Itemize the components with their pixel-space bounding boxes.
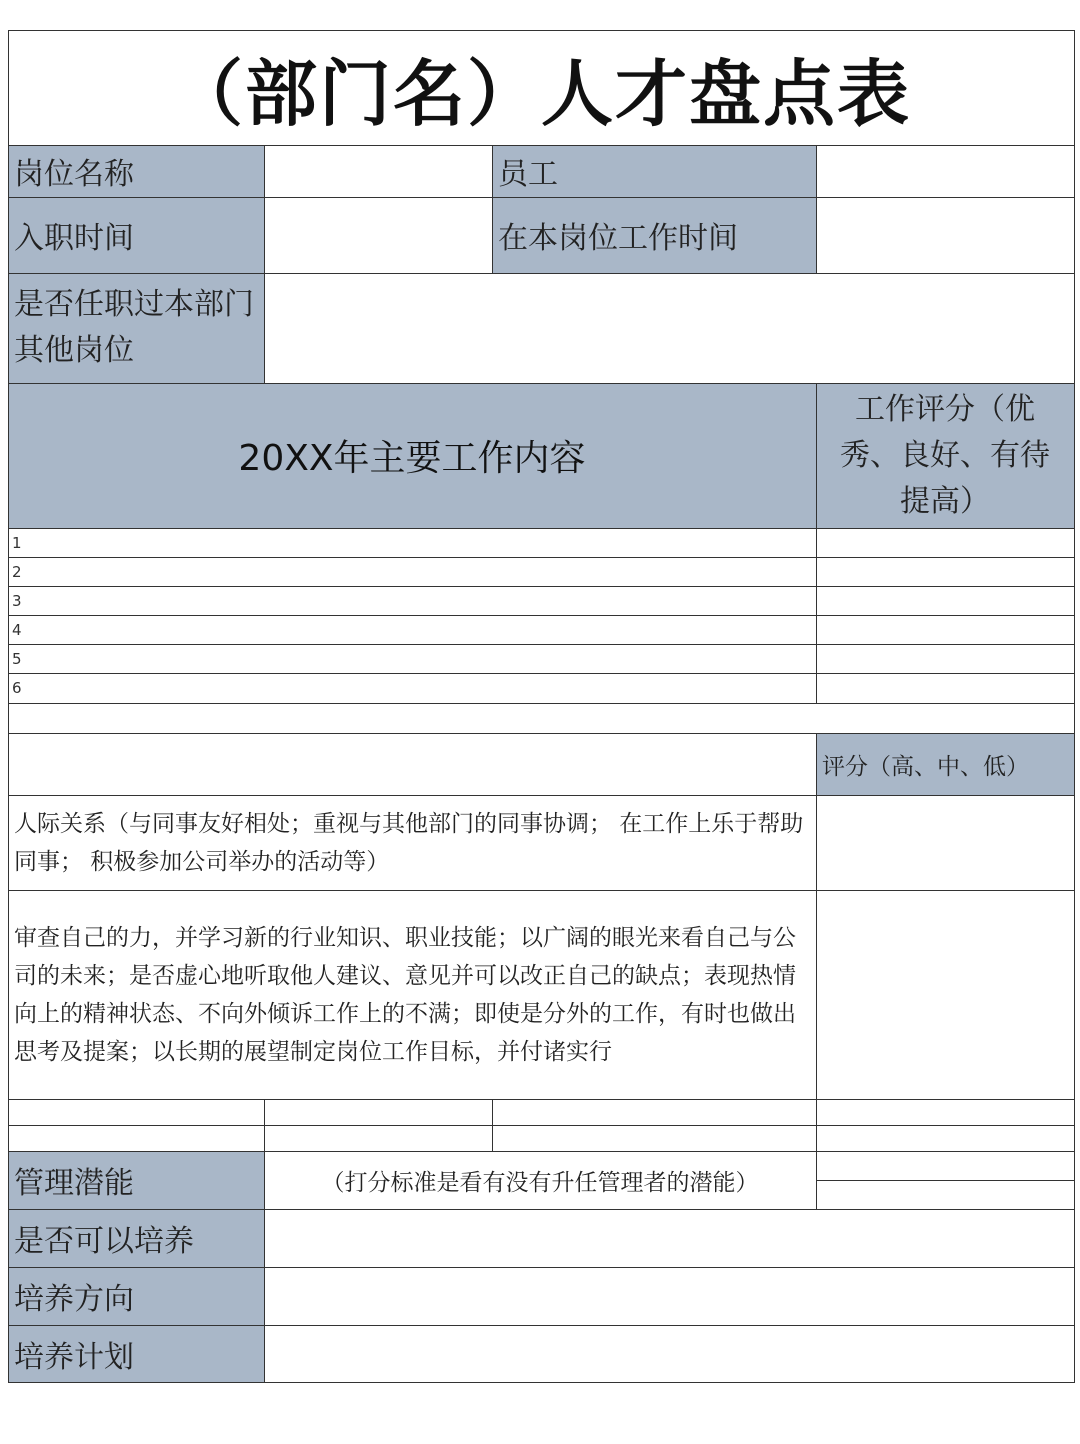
training-direction-label: 培养方向 [8,1267,264,1325]
grid-line [8,1151,1075,1152]
grid-line [8,383,1075,384]
grid-line [8,703,1075,704]
work-rating-header: 工作评分（优秀、良好、有待提高） [816,383,1074,528]
grid-line [8,890,1075,891]
time-in-position-label: 在本岗位工作时间 [492,197,816,273]
management-potential-note: （打分标准是看有没有升任管理者的潜能） [321,1169,759,1196]
grid-line [8,586,1075,587]
position-name-value[interactable] [264,145,492,197]
grid-line [264,145,265,383]
grid-line [8,615,1075,616]
position-name-label: 岗位名称 [8,145,264,197]
grid-line [8,673,1075,674]
grid-line [816,383,817,703]
grid-line [8,197,1075,198]
grid-line [8,30,9,1382]
work-row-number: 6 [12,679,22,697]
grid-line [816,733,817,1209]
work-row-number: 4 [12,620,22,639]
work-row-number: 3 [12,591,22,610]
employee-value[interactable] [816,145,1074,197]
grid-line [492,145,493,273]
grid-line [492,1099,493,1151]
grid-line [8,145,1075,146]
grid-line [8,733,1075,734]
grid-line [8,557,1075,558]
assessment-rating-header: 评分（高、中、低） [816,733,1074,795]
interpersonal-rating-value[interactable] [816,795,1074,890]
page-title: （部门名）人才盘点表 [170,51,911,136]
grid-line [8,1382,1075,1383]
management-potential-label: 管理潜能 [8,1151,264,1209]
grid-line [264,1151,265,1382]
grid-line [8,1209,1075,1210]
time-in-position-value[interactable] [816,197,1074,273]
hire-date-label: 入职时间 [8,197,264,273]
work-row-number: 5 [12,649,22,668]
grid-line [264,1099,265,1151]
grid-line [816,1180,1075,1181]
grid-line [816,145,817,273]
training-plan-value[interactable] [264,1325,1074,1382]
employee-label: 员工 [492,145,816,197]
hire-date-value[interactable] [264,197,492,273]
self-review-rating-value[interactable] [816,890,1074,1099]
held-other-positions-label: 是否任职过本部门其他岗位 [8,273,264,383]
grid-line [8,1325,1075,1326]
training-plan-label: 培养计划 [8,1325,264,1382]
grid-line [8,273,1075,274]
grid-line [8,528,1075,529]
work-content-header: 20XX年主要工作内容 [8,383,816,528]
interpersonal-criteria: 人际关系（与同事友好相处；重视与其他部门的同事协调； 在工作上乐于帮助同事； 积极参加公司举办的活动等） [14,810,804,875]
grid-line [8,795,1075,796]
work-row-number: 2 [12,562,22,581]
training-direction-value[interactable] [264,1267,1074,1325]
work-row-number: 1 [12,533,22,552]
grid-line [8,644,1075,645]
grid-line [8,1267,1075,1268]
self-review-criteria: 审查自己的力，并学习新的行业知识、职业技能；以广阔的眼光来看自己与公司的未来；是否虚心地听取他人建议、意见并可以改正自己的缺点；表现热情向上的精神状态、不向外倾诉工作上的不满；即使是分外的工作，有时也做出思考及提案；以长期的展望制定岗位工作目标，并付诸实行 [14,924,796,1065]
trainable-label: 是否可以培养 [8,1209,264,1267]
grid-line [8,1125,1075,1126]
held-other-positions-value[interactable] [264,273,1074,383]
grid-line [8,30,1075,31]
trainable-value[interactable] [264,1209,1074,1267]
grid-line [8,1099,1075,1100]
